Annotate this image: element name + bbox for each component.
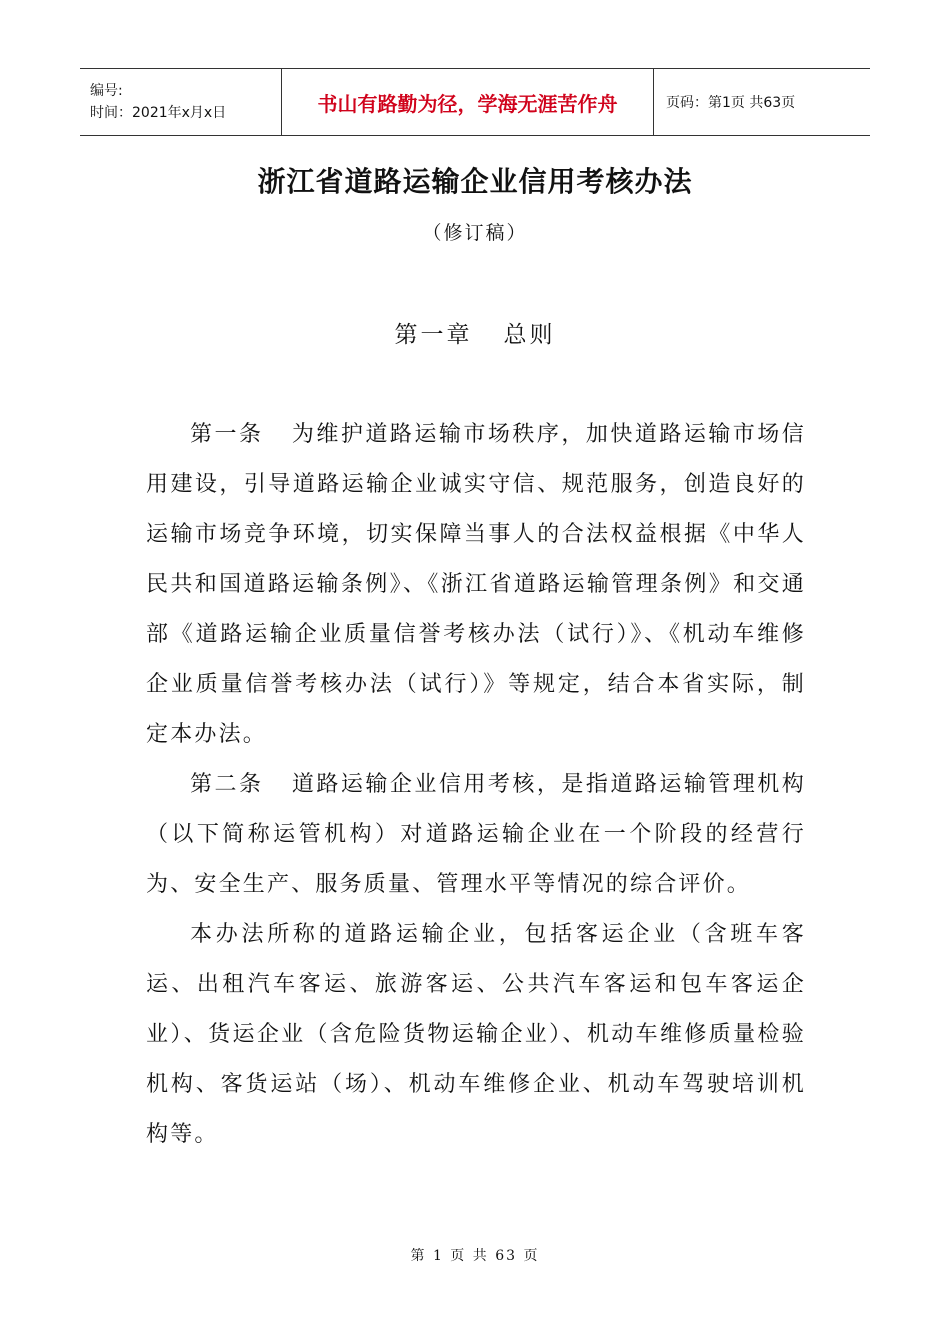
header-motto-cell [282,69,654,135]
header-page-cell [654,69,870,135]
paragraph-article-2: 第二条 道路运输企业信用考核，是指道路运输管理机构（以下简称运管机构）对道路运输企业在一个阶段的经营行为、安全生产、服务质量、管理水平等情况的综合评价。 [146,772,806,897]
page-footer: 第 1 页 共 63 页 [410,1248,540,1264]
document-date: 时间：2021年x月x日 [90,105,227,121]
document-body [146,410,806,1160]
document-subtitle: （修订稿） [422,222,528,244]
header-motto: 书山有路勤为径，学海无涯苦作舟 [317,91,618,116]
document-number-label: 编号: [90,83,123,99]
chapter-heading: 第一章 总则 [394,322,556,348]
document-title: 浙江省道路运输企业信用考核办法 [257,165,693,198]
paragraph-scope: 本办法所称的道路运输企业，包括客运企业（含班车客运、出租汽车客运、旅游客运、公共汽车客运和包车客运企业）、货运企业（含危险货物运输企业）、机动车维修质量检验机构、客货运站（场）、机动车维修企业、机动车驾驶培训机构等。 [146,922,806,1147]
header-page-info: 页码：第1页 共63页 [666,95,796,111]
document-header [80,68,870,136]
header-meta [80,69,282,135]
paragraph-article-1: 第一条 为维护道路运输市场秩序，加快道路运输市场信用建设，引导道路运输企业诚实守信、规范服务，创造良好的运输市场竞争环境，切实保障当事人的合法权益根据《中华人民共和国道路运输条例》、《浙江省道路运输管理条例》和交通部《道路运输企业质量信誉考核办法（试行）》、《机动车维修企业质量信誉考核办法（试行）》等规定，结合本省实际，制定本办法。 [146,422,806,747]
